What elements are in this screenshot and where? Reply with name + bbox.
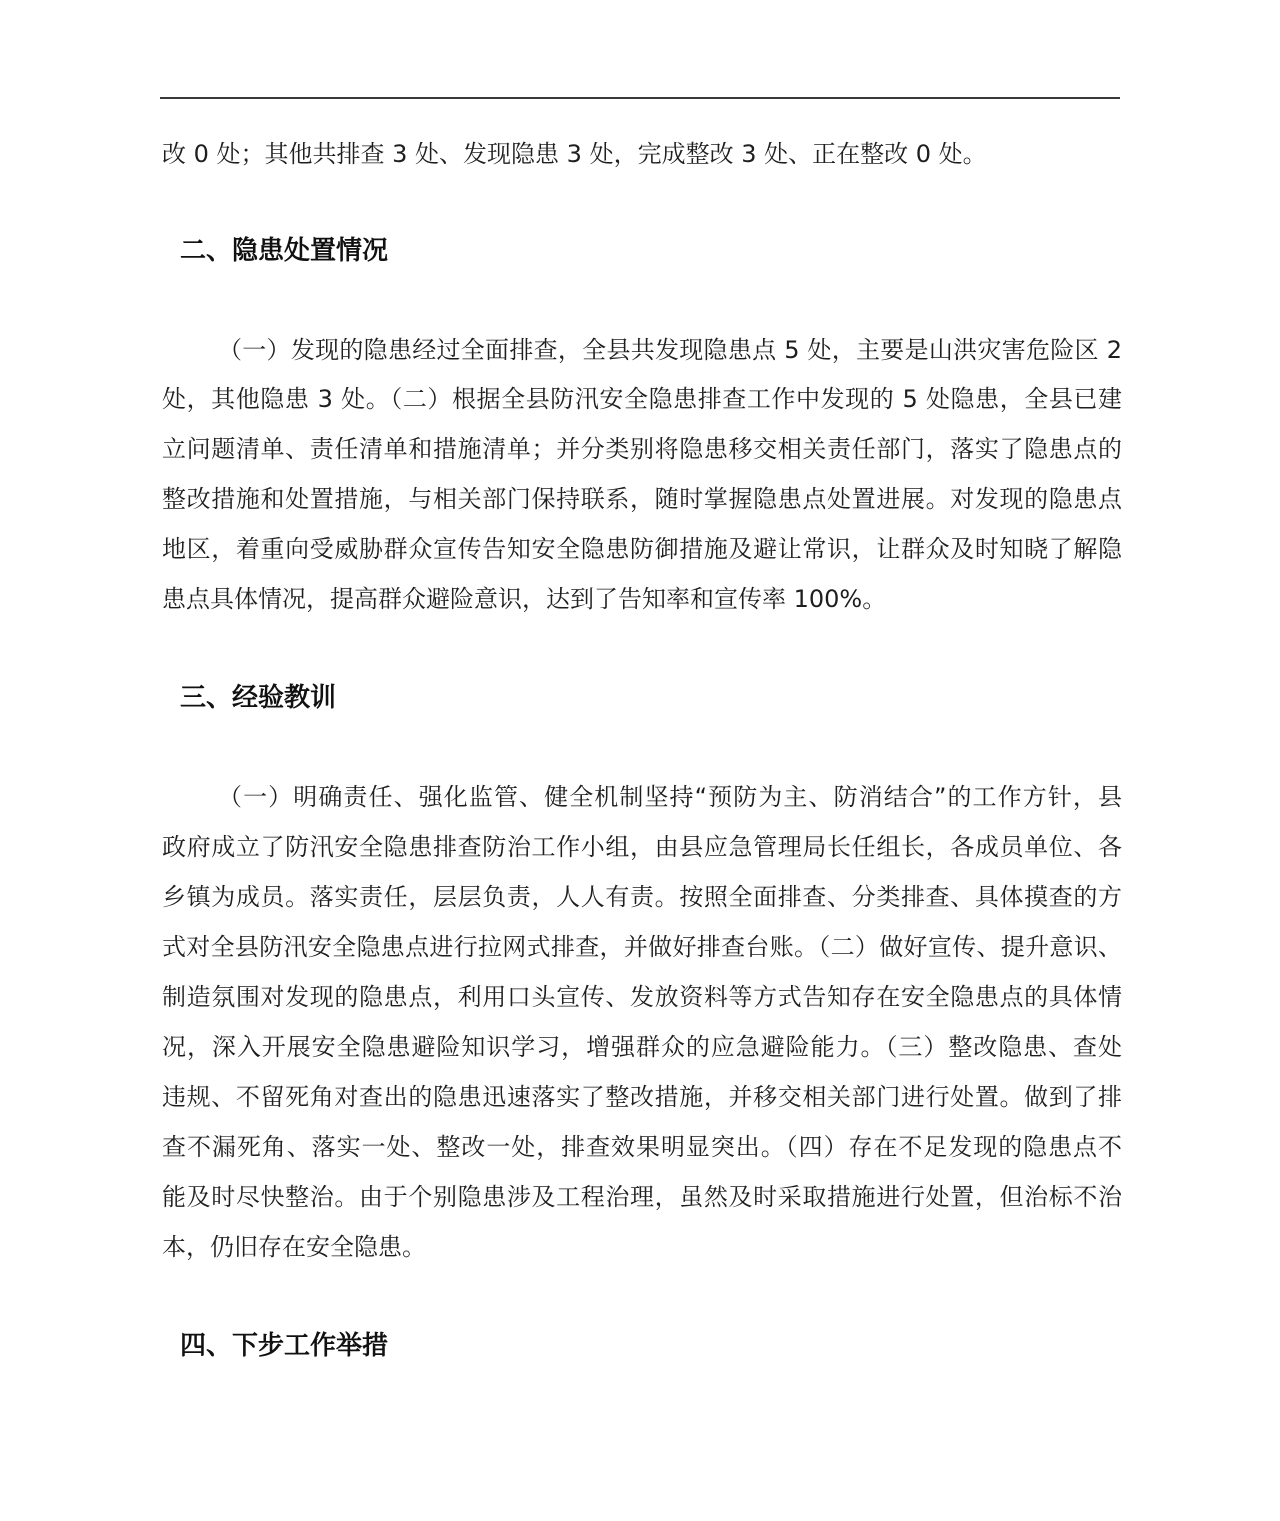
paragraph-line: 地区，着重向受威胁群众宣传告知安全隐患防御措施及避让常识，让群众及时知晓了解隐: [162, 535, 1122, 563]
section-heading-hazard-handling: 二、隐患处置情况: [180, 236, 389, 266]
paragraph-line: 况，深入开展安全隐患避险知识学习，增强群众的应急避险能力。（三）整改隐患、查处: [162, 1033, 1122, 1061]
header-divider: [160, 97, 1120, 99]
paragraph-line: 能及时尽快整治。由于个别隐患涉及工程治理，虽然及时采取措施进行处置，但治标不治: [162, 1183, 1122, 1211]
paragraph-line: 乡镇为成员。落实责任，层层负责，人人有责。按照全面排查、分类排查、具体摸查的方: [162, 883, 1122, 911]
section-heading-next-steps: 四、下步工作举措: [180, 1331, 389, 1361]
continuation-paragraph-line: 改 0 处；其他共排查 3 处、发现隐患 3 处，完成整改 3 处、正在整改 0 处。: [162, 140, 987, 168]
paragraph-line: 违规、不留死角对查出的隐患迅速落实了整改措施，并移交相关部门进行处置。做到了排: [162, 1083, 1122, 1111]
paragraph-line: 本，仍旧存在安全隐患。: [162, 1233, 426, 1261]
paragraph-line: 患点具体情况，提高群众避险意识，达到了告知率和宣传率 100%。: [162, 585, 887, 613]
paragraph-line: 立问题清单、责任清单和措施清单；并分类别将隐患移交相关责任部门，落实了隐患点的: [162, 435, 1122, 463]
section-heading-lessons-learned: 三、经验教训: [180, 683, 337, 713]
paragraph-line: （一）发现的隐患经过全面排查，全县共发现隐患点 5 处，主要是山洪灾害危险区 2: [218, 336, 1122, 364]
paragraph-line: 政府成立了防汛安全隐患排查防治工作小组，由县应急管理局长任组长，各成员单位、各: [162, 833, 1122, 861]
paragraph-line: （一）明确责任、强化监管、健全机制坚持“预防为主、防消结合”的工作方针，县: [218, 783, 1122, 811]
paragraph-line: 整改措施和处置措施，与相关部门保持联系，随时掌握隐患点处置进展。对发现的隐患点: [162, 485, 1122, 513]
paragraph-line: 制造氛围对发现的隐患点，利用口头宣传、发放资料等方式告知存在安全隐患点的具体情: [162, 983, 1122, 1011]
paragraph-line: 处，其他隐患 3 处。（二）根据全县防汛安全隐患排查工作中发现的 5 处隐患，全县已建: [162, 385, 1122, 413]
paragraph-line: 式对全县防汛安全隐患点进行拉网式排查，并做好排查台账。（二）做好宣传、提升意识、: [162, 933, 1122, 961]
paragraph-line: 查不漏死角、落实一处、整改一处，排查效果明显突出。（四）存在不足发现的隐患点不: [162, 1133, 1122, 1161]
